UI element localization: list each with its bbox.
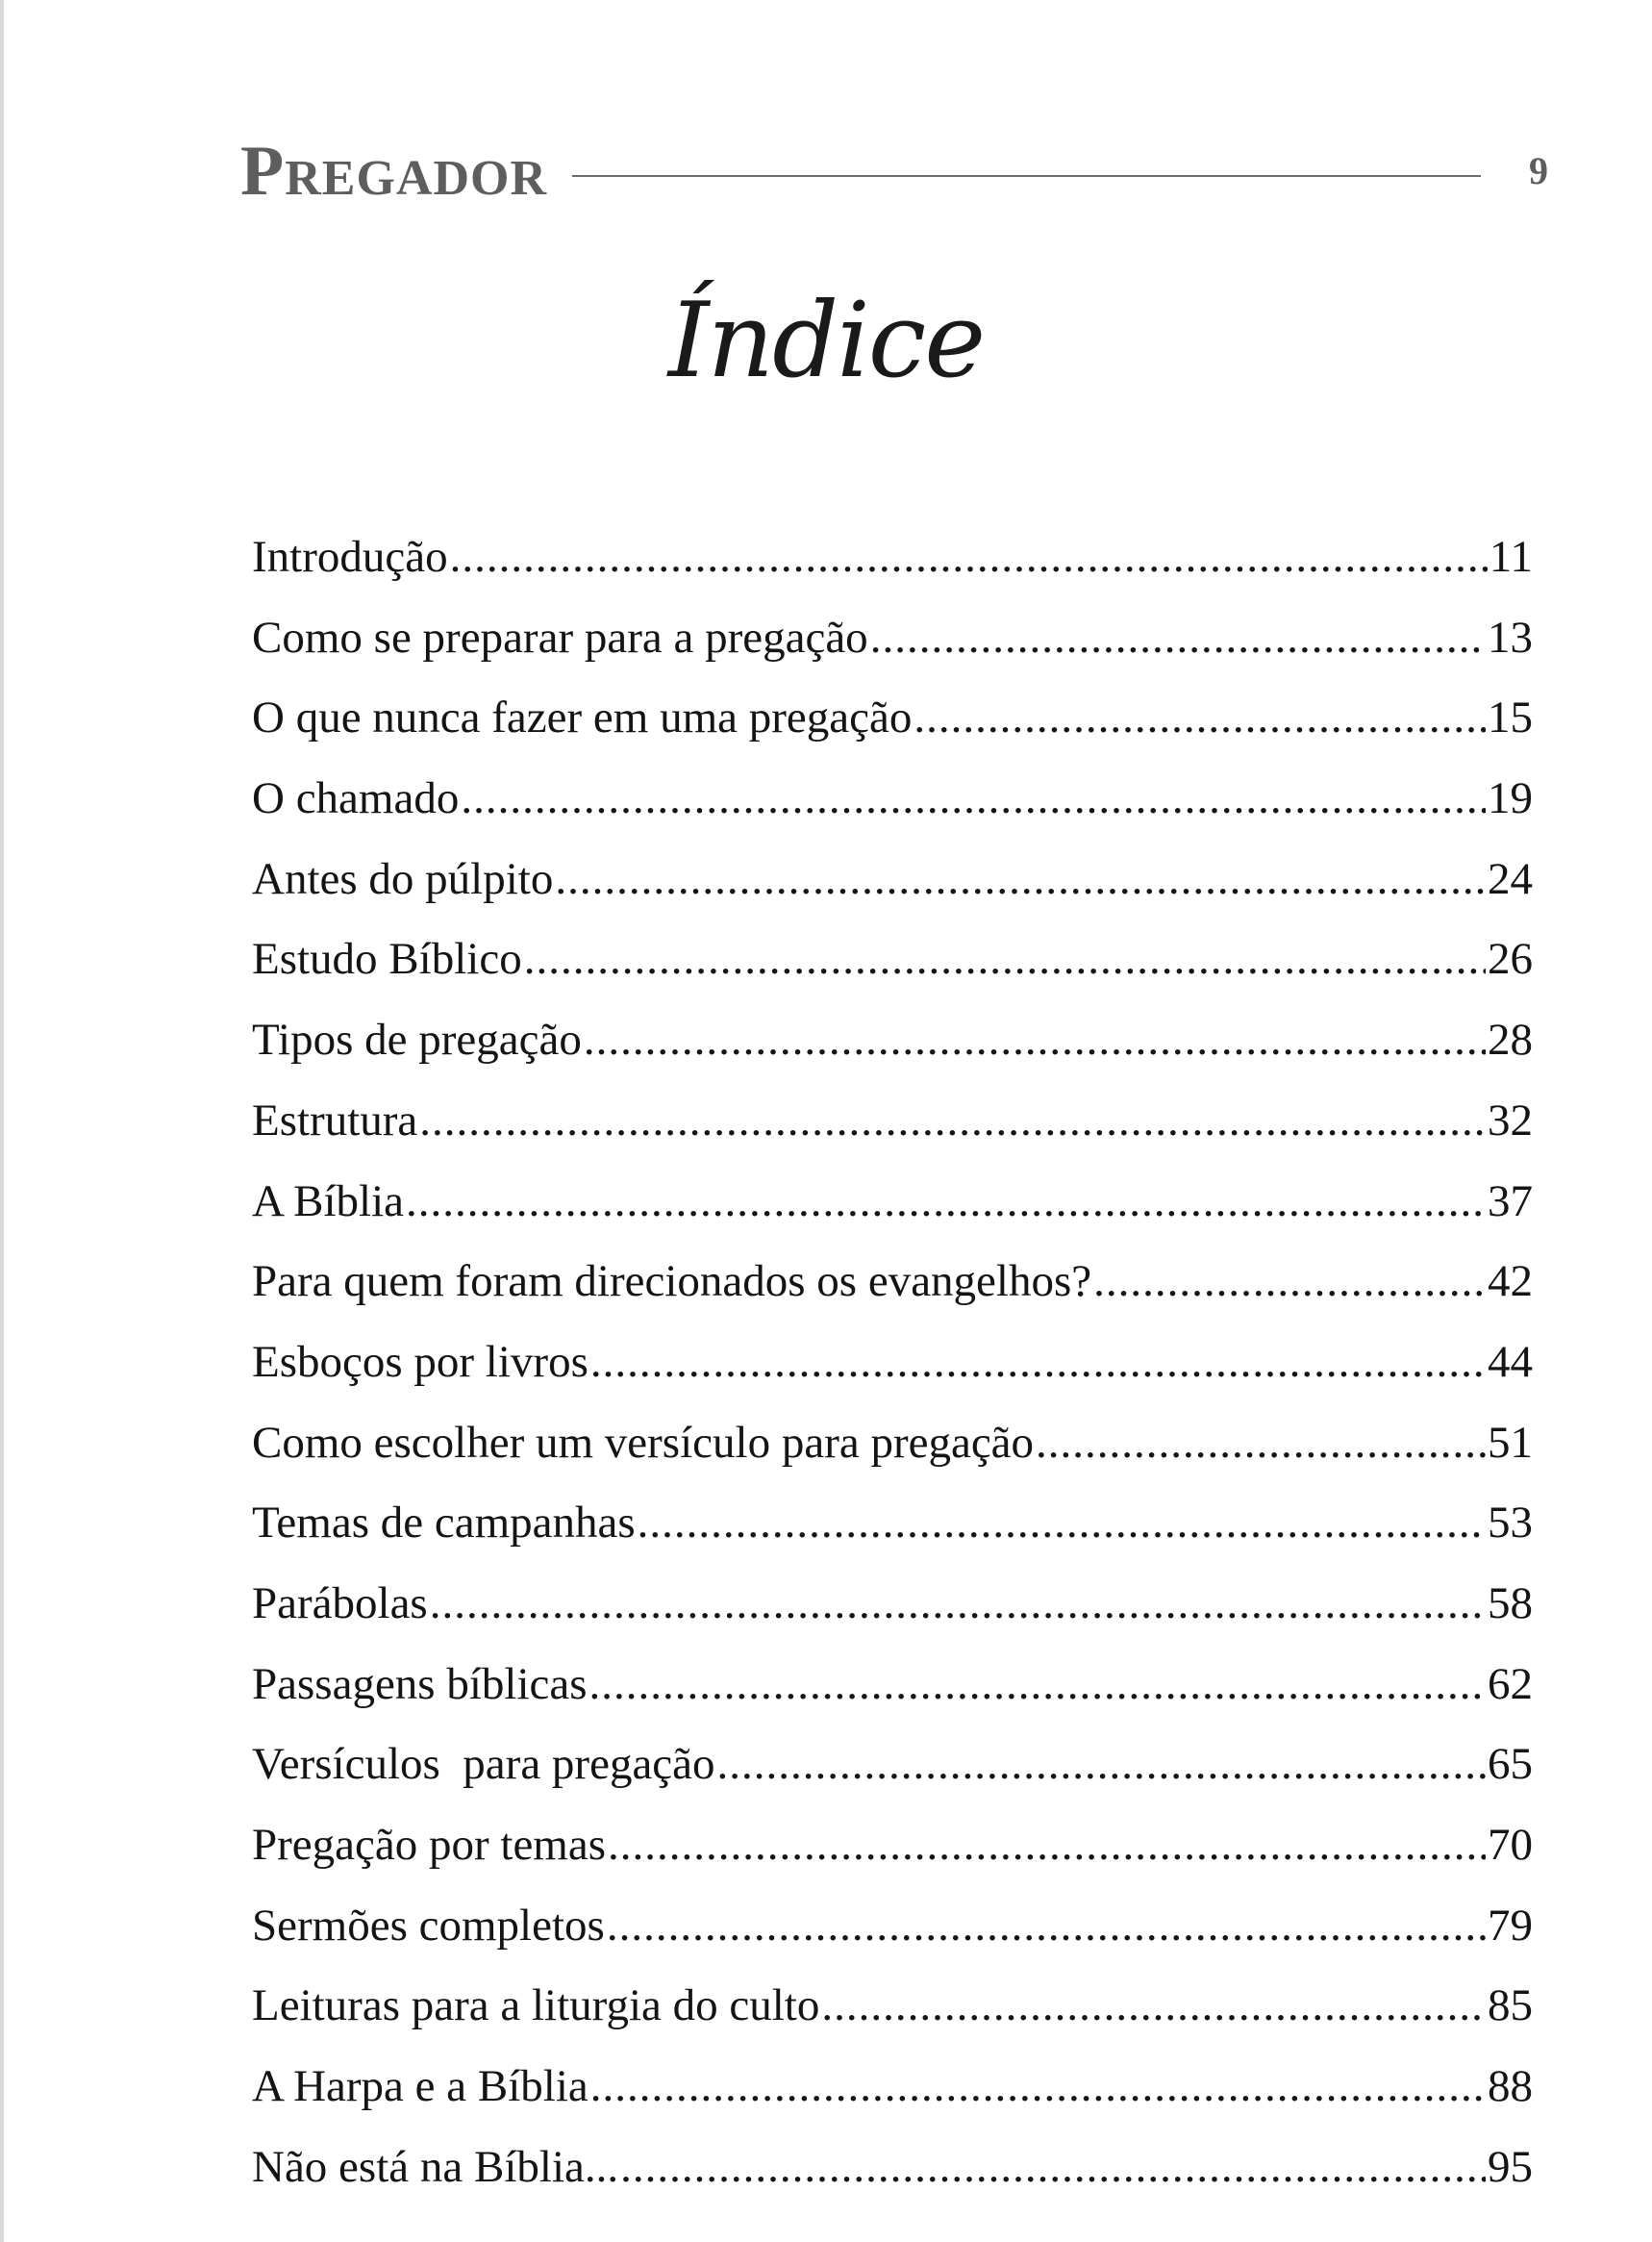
toc-entry-title: Não está na Bíblia... (252, 2141, 619, 2192)
toc-entry-title: A Bíblia (252, 1175, 404, 1226)
header-rule (572, 175, 1481, 177)
toc-entry-title: Leituras para a liturgia do culto (252, 1980, 820, 2031)
toc-entry-page: 88 (1488, 2061, 1533, 2112)
toc-entry-page: 32 (1488, 1095, 1533, 1146)
toc-entry[interactable] (252, 517, 1533, 598)
dot-leader (450, 517, 1488, 598)
toc-entry-title: Tipos de pregação (252, 1015, 582, 1066)
dot-leader (590, 1323, 1486, 1403)
dot-leader (1093, 1242, 1486, 1323)
dot-leader (589, 1645, 1486, 1726)
dot-leader (419, 1081, 1486, 1162)
toc-entry-page: 13 (1488, 612, 1533, 663)
toc-entry[interactable] (252, 919, 1533, 1000)
dot-leader (524, 919, 1486, 1000)
toc-entry[interactable] (252, 2128, 1533, 2208)
dot-leader (870, 598, 1486, 679)
toc-entry[interactable] (252, 678, 1533, 759)
dot-leader (430, 1564, 1486, 1645)
toc-entry-page: 28 (1488, 1015, 1533, 1066)
toc-entry-title: Passagens bíblicas (252, 1658, 588, 1709)
dot-leader (620, 2128, 1486, 2208)
dot-leader (1036, 1403, 1486, 1484)
toc-entry[interactable] (252, 1886, 1533, 1967)
dot-leader (914, 678, 1486, 759)
toc-entry-page: 53 (1488, 1498, 1533, 1549)
toc-entry[interactable] (252, 1564, 1533, 1645)
toc-entry-page: 24 (1488, 853, 1533, 904)
toc-heading: Índice (667, 281, 985, 401)
dot-leader (607, 1886, 1486, 1967)
book-title: Pregador (240, 132, 547, 211)
toc-entry-title: Antes do púlpito (252, 853, 554, 904)
toc-entry-title: Pregação por temas (252, 1820, 607, 1870)
toc-entry[interactable] (252, 598, 1533, 679)
toc-entry[interactable] (252, 1242, 1533, 1323)
toc-entry-title: Estudo Bíblico (252, 934, 522, 985)
toc-entry-title: O chamado (252, 773, 460, 824)
toc-entry-page: 65 (1488, 1739, 1533, 1790)
toc-entry-title: Como se preparar para a pregação (252, 612, 868, 663)
toc-entry[interactable] (252, 1403, 1533, 1484)
toc-entry-title: Temas de campanhas (252, 1498, 636, 1549)
toc-entry[interactable] (252, 1645, 1533, 1726)
toc-entry-title: Estrutura (252, 1095, 418, 1146)
toc-entry-title: A Harpa e a Bíblia (252, 2061, 588, 2112)
toc-entry[interactable] (252, 840, 1533, 920)
toc-entry-title: Esboços por livros (252, 1336, 588, 1387)
running-header (240, 133, 1548, 210)
dot-leader (590, 2047, 1486, 2128)
page-number: 9 (1529, 149, 1548, 192)
toc-entry[interactable] (252, 1323, 1533, 1403)
toc-entry-page: 37 (1488, 1175, 1533, 1226)
dot-leader (608, 1805, 1486, 1886)
toc-entry-page: 85 (1488, 1980, 1533, 2031)
dot-leader (555, 840, 1486, 920)
toc-entry-title: Como escolher um versículo para pregação (252, 1417, 1035, 1468)
toc-entry[interactable] (252, 2047, 1533, 2128)
table-of-contents (252, 517, 1533, 2207)
toc-entry-page: 70 (1488, 1820, 1533, 1870)
toc-entry-title: O que nunca fazer em uma pregação (252, 693, 913, 743)
dot-leader (638, 1483, 1486, 1564)
toc-entry-page: 19 (1488, 773, 1533, 824)
toc-entry[interactable] (252, 759, 1533, 840)
toc-entry[interactable] (252, 1725, 1533, 1805)
toc-entry-title: Versículos para pregação (252, 1739, 715, 1790)
dot-leader (584, 1000, 1486, 1081)
toc-entry-page: 15 (1488, 693, 1533, 743)
toc-entry[interactable] (252, 1805, 1533, 1886)
toc-entry-title: Sermões completos (252, 1900, 605, 1951)
toc-entry-page: 11 (1489, 532, 1533, 582)
toc-entry-page: 26 (1488, 934, 1533, 985)
dot-leader (717, 1725, 1486, 1805)
toc-entry[interactable] (252, 1081, 1533, 1162)
toc-entry[interactable] (252, 1966, 1533, 2047)
toc-entry-title: Parábolas (252, 1577, 428, 1628)
dot-leader (821, 1966, 1486, 2047)
toc-entry-page: 58 (1488, 1577, 1533, 1628)
toc-entry-title: Introdução (252, 532, 448, 582)
toc-entry[interactable] (252, 1000, 1533, 1081)
toc-entry-page: 95 (1488, 2141, 1533, 2192)
toc-entry-page: 62 (1488, 1658, 1533, 1709)
toc-entry-page: 44 (1488, 1336, 1533, 1387)
toc-entry-page: 79 (1488, 1900, 1533, 1951)
dot-leader (461, 759, 1486, 840)
toc-entry[interactable] (252, 1162, 1533, 1243)
toc-entry-page: 51 (1488, 1417, 1533, 1468)
toc-entry-page: 42 (1488, 1256, 1533, 1307)
toc-entry[interactable] (252, 1483, 1533, 1564)
toc-entry-title: Para quem foram direcionados os evangelhos? (252, 1256, 1092, 1307)
dot-leader (406, 1162, 1486, 1243)
